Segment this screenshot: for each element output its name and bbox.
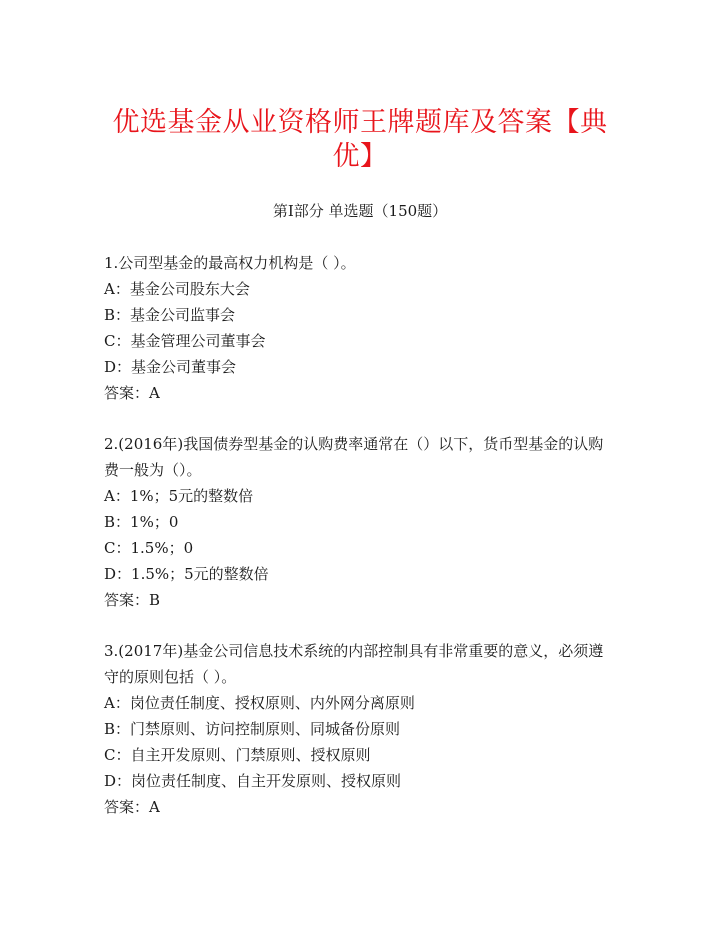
question-list — [104, 250, 610, 845]
question-option: C：自主开发原则、门禁原则、授权原则 — [104, 746, 371, 764]
question-option: D：1.5%；5元的整数倍 — [104, 565, 269, 583]
question-stem: 1.公司型基金的最高权力机构是（ ）。 — [104, 254, 356, 272]
question-stem: 3.(2017年)基金公司信息技术系统的内部控制具有非常重要的意义，必须遵守的原则包括（ ）。 — [104, 642, 604, 686]
question-option: B：基金公司监事会 — [104, 306, 236, 324]
document-title: 优选基金从业资格师王牌题库及答案【典优】 — [112, 107, 608, 172]
question-option: B：1%；0 — [104, 513, 179, 531]
question-answer: 答案：A — [104, 798, 160, 816]
question-item — [104, 638, 610, 820]
question-option: C：基金管理公司董事会 — [104, 332, 266, 350]
question-item — [104, 250, 610, 406]
question-option: D：基金公司董事会 — [104, 358, 237, 376]
question-answer: 答案：A — [104, 384, 160, 402]
question-option: D：岗位责任制度、自主开发原则、授权原则 — [104, 772, 402, 790]
question-option: A：1%；5元的整数倍 — [104, 487, 254, 505]
question-option: A：基金公司股东大会 — [104, 280, 250, 298]
question-item — [104, 431, 610, 613]
question-answer: 答案：B — [104, 591, 161, 609]
question-option: C：1.5%；0 — [104, 539, 194, 557]
question-option: B：门禁原则、访问控制原则、同城备份原则 — [104, 720, 401, 738]
question-option: A：岗位责任制度、授权原则、内外网分离原则 — [104, 694, 415, 712]
question-stem: 2.(2016年)我国债券型基金的认购费率通常在（）以下，货币型基金的认购费一般为（）。 — [104, 435, 604, 479]
section-heading: 第I部分 单选题（150题） — [272, 202, 448, 220]
